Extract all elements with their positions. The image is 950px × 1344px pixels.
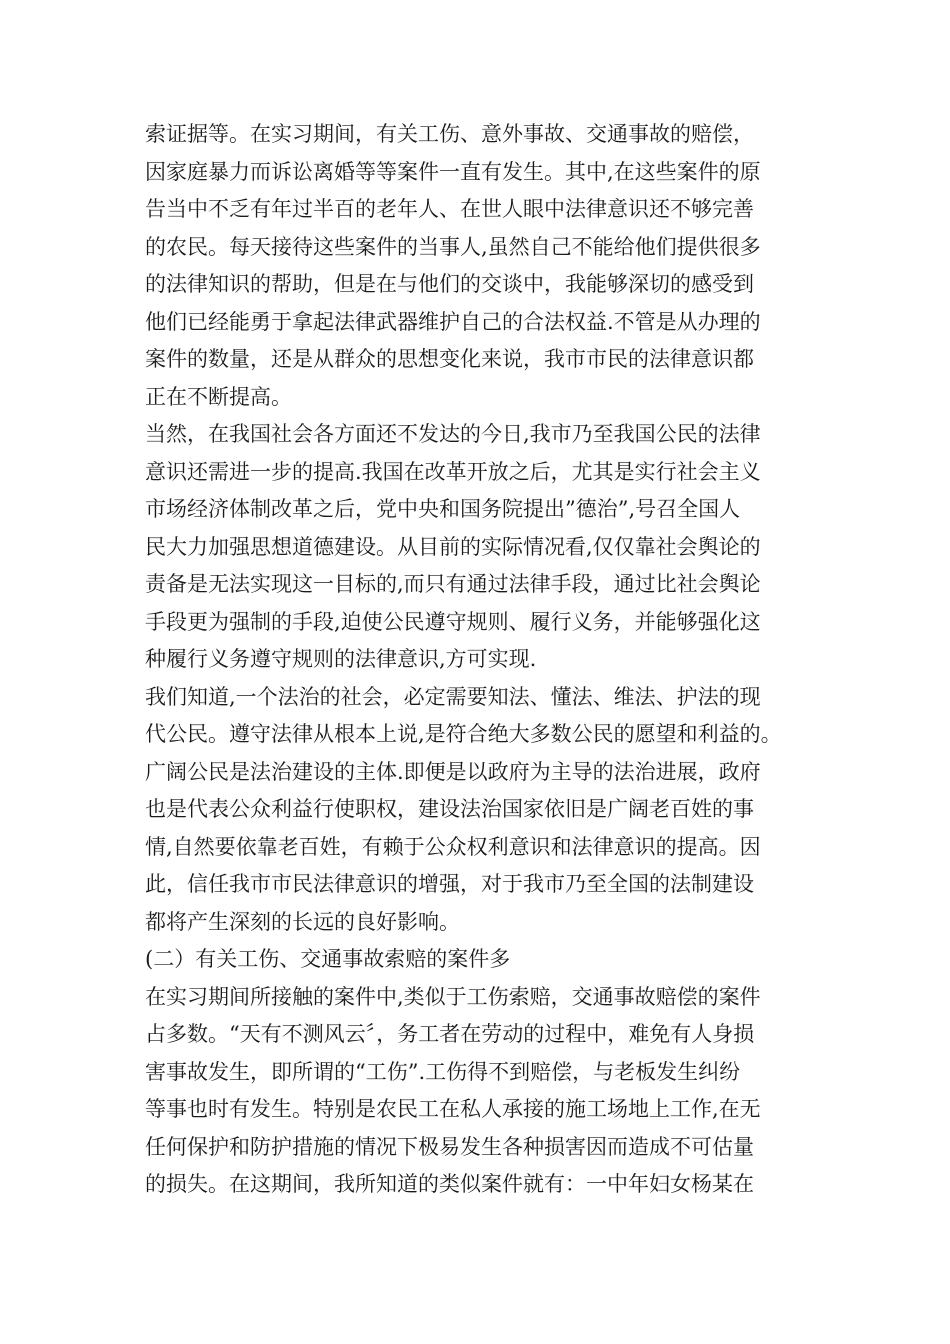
section-heading: (二）有关工伤、交通事故索赔的案件多 bbox=[145, 947, 511, 971]
text-line: 等事也时有发生。特别是农民工在私人承接的施工场地上工作,在无 bbox=[145, 1097, 761, 1121]
text-line: 代公民。遵守法律从根本上说,是符合绝大多数公民的愿望和利益的。 bbox=[145, 722, 782, 746]
document-body bbox=[145, 116, 820, 1204]
text-line: 他们已经能勇于拿起法律武器维护自己的合法权益.不管是从办理的 bbox=[145, 309, 761, 334]
text-line: 因家庭暴力而诉讼离婚等等案件一直有发生。其中,在这些案件的原 bbox=[145, 159, 761, 184]
text-line: 索证据等。在实习期间，有关工伤、意外事故、交通事故的赔偿， bbox=[145, 122, 754, 146]
text-line: 在实习期间所接触的案件中,类似于工伤索赔，交通事故赔偿的案件 bbox=[145, 984, 761, 1009]
text-line: 都将产生深刻的长远的良好影响。 bbox=[145, 909, 460, 934]
text-line: 广阔公民是法治建设的主体.即便是以政府为主导的法治进展，政府 bbox=[145, 759, 761, 784]
text-line: 正在不断提高。 bbox=[145, 384, 292, 409]
text-line: 此，信任我市市民法律意识的增强，对于我市乃至全国的法制建设 bbox=[145, 872, 754, 896]
text-line: 案件的数量，还是从群众的思想变化来说，我市市民的法律意识都 bbox=[145, 347, 754, 371]
text-line: 责备是无法实现这一目标的,而只有通过法律手段，通过比社会舆论 bbox=[145, 572, 761, 596]
text-line: 意识还需进一步的提高.我国在改革开放之后，尤其是实行社会主义 bbox=[145, 459, 761, 484]
text-line: 也是代表公众利益行使职权，建设法治国家依旧是广阔老百姓的事 bbox=[145, 797, 754, 821]
text-line: 民大力加强思想道德建设。从目前的实际情况看,仅仅靠社会舆论的 bbox=[145, 534, 761, 559]
text-line: 种履行义务遵守规则的法律意识,方可实现. bbox=[145, 647, 537, 671]
text-line: 告当中不乏有年过半百的老年人、在世人眼中法律意识还不够完善 bbox=[145, 197, 754, 221]
text-line: 任何保护和防护措施的情况下极易发生各种损害因而造成不可估量 bbox=[145, 1134, 754, 1159]
text-line: 的法律知识的帮助，但是在与他们的交谈中，我能够深切的感受到 bbox=[145, 272, 754, 296]
text-line: 害事故发生，即所谓的“工伤”.工伤得不到赔偿，与老板发生纠纷 bbox=[145, 1059, 741, 1084]
text-line: 的损失。在这期间，我所知道的类似案件就有：一中年妇女杨某在 bbox=[145, 1172, 754, 1196]
text-line: 市场经济体制改革之后，党中央和国务院提出”德治”,号召全国人 bbox=[145, 497, 741, 521]
text-line: 的农民。每天接待这些案件的当事人,虽然自己不能给他们提供很多 bbox=[145, 234, 761, 259]
text-line: 情,自然要依靠老百姓，有赖于公众权利意识和法律意识的提高。因 bbox=[145, 834, 761, 859]
text-line: 我们知道,一个法治的社会，必定需要知法、懂法、维法、护法的现 bbox=[145, 684, 761, 709]
text-line: 手段更为强制的手段,迫使公民遵守规则、履行义务，并能够强化这 bbox=[145, 609, 761, 634]
text-line: 占多数。“天有不测风云〞，务工者在劳动的过程中，难免有人身损 bbox=[145, 1022, 755, 1046]
text-line: 当然，在我国社会各方面还不发达的今日,我市乃至我国公民的法律 bbox=[145, 422, 761, 446]
